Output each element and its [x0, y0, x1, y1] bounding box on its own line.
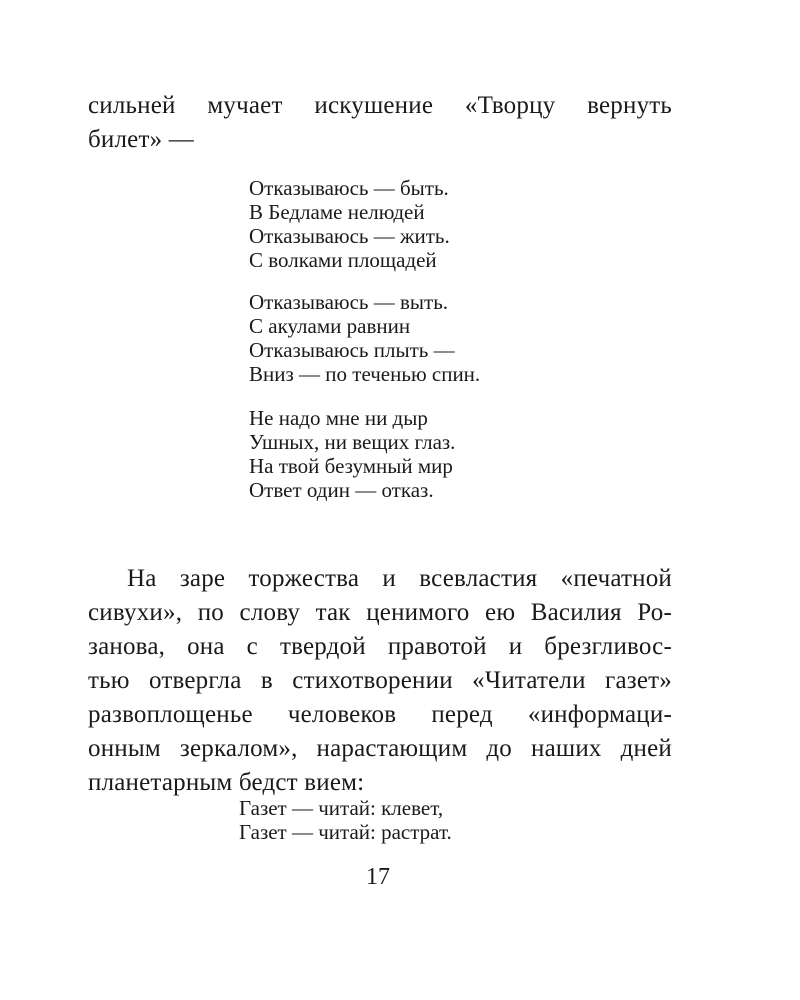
paragraph-line: развоплощенье человеков перед «информаци-: [88, 701, 672, 728]
poem-line: Отказываюсь — жить.: [249, 224, 450, 248]
paragraph-line: На заре торжества и всевластия «печатной: [127, 565, 672, 592]
poem-line: Отказываюсь — быть.: [249, 176, 449, 200]
poem-line: Отказываюсь — выть.: [249, 290, 449, 314]
paragraph-line: планетарным бедст вием:: [88, 769, 365, 796]
poem-line: На твой безумный мир: [249, 454, 453, 478]
intro-line-2: билет» —: [88, 126, 194, 153]
paragraph-line: онным зеркалом», нарастающим до наших дней: [88, 735, 672, 762]
intro-line-1: сильней мучает искушение «Творцу вернуть: [88, 92, 672, 119]
paragraph-line: занова, она с твердой правотой и брезгливос-: [88, 633, 672, 660]
poem-line: С волками площадей: [249, 248, 437, 272]
poem-line: С акулами равнин: [249, 314, 411, 338]
poem-line: Не надо мне ни дыр: [249, 406, 428, 430]
paragraph-line: сивухи», по слову так ценимого ею Василия Ро-: [88, 599, 672, 626]
poem-line: Ушных, ни вещих глаз.: [249, 430, 456, 454]
paragraph-line: тью отвергла в стихотворении «Читатели газет»: [88, 667, 672, 694]
poem-line: Ответ один — отказ.: [249, 478, 434, 502]
poem-line: В Бедламе нелюдей: [249, 200, 425, 224]
poem-line: Отказываюсь плыть —: [249, 338, 455, 362]
page-number: 17: [366, 864, 390, 890]
poem-line: Вниз — по теченью спин.: [249, 362, 481, 386]
poem-line: Газет — читай: растрат.: [239, 820, 452, 844]
poem-line: Газет — читай: клевет,: [239, 796, 444, 820]
